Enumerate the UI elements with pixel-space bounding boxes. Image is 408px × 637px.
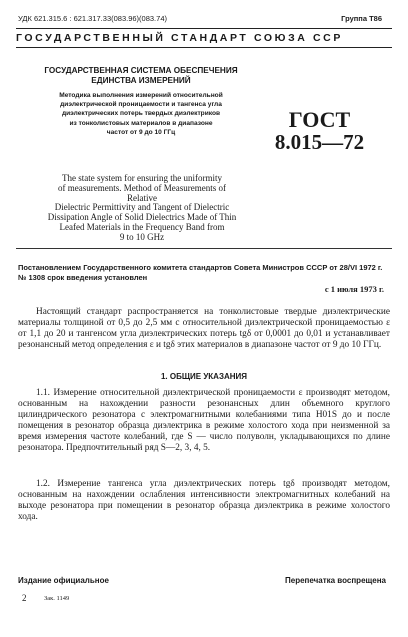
english-title-line: The state system for ensuring the uniformity (62, 173, 222, 183)
reprint-prohibited-label: Перепечатка воспрещена (285, 576, 386, 585)
section-heading: 1. ОБЩИЕ УКАЗАНИЯ (160, 372, 248, 381)
effective-date: с 1 июля 1973 г. (324, 284, 384, 294)
intro-paragraph: Настоящий стандарт распространяется на тонколистовые твердые диэлектрические материалы толщиной от 0,5 до 2,5 мм с относительной диэлектрической проницаемостью ε от 1,1 до 20 и тангенсом угла диэлектрических потерь tgδ от 0,0001 до 0,01 и устанавливает резонансный метод определения ε и tgδ этих материалов в диапазоне частот от 9 до 10 ГГц. (18, 307, 390, 350)
gost-number: 8.015—72 (274, 130, 365, 154)
method-title-line: диэлектрической проницаемости и тангенса угла (60, 101, 222, 109)
english-title-line: Leafed Materials in the Frequency Band from (59, 221, 225, 232)
clause-1-2: 1.2. Измерение тангенса угла диэлектрических потерь tgδ производят методом, основанным на нахождении ослабления интенсивности электромагнитных колебаний на выходе резонатора при помещении в резонатор образца диэлектрика в режиме холостого хода. (18, 479, 390, 522)
method-title (30, 91, 252, 137)
system-title-line2: ЕДИНСТВА ИЗМЕРЕНИЙ (91, 76, 191, 85)
udk-code: УДК 621.315.6 : 621.317.33(083.96)(083.74) (18, 14, 167, 23)
order-number: Зак. 1149 (44, 595, 70, 602)
method-title-line: Методика выполнения измерений относительной (59, 92, 223, 99)
group-code: Группа Т86 (341, 14, 382, 23)
decree-text: Постановлением Государственного комитета стандартов Совета Министров СССР от 28/VI 1972 г. № 1308 срок введения установлен (18, 263, 383, 282)
method-title-line: диэлектрических потерь твердых диэлектриков (61, 110, 221, 118)
banner-rule (16, 47, 392, 48)
english-title (42, 174, 242, 243)
state-standard-banner: ГОСУДАРСТВЕННЫЙ СТАНДАРТ СОЮЗА ССР (16, 32, 343, 44)
title-block (30, 66, 252, 137)
method-title-line: из тонколистовых материалов в диапазоне (69, 119, 213, 127)
top-rule (16, 28, 392, 29)
english-title-line: of measurements. Method of Measurements of Relative (58, 182, 226, 203)
method-title-line: частот от 9 до 10 ГГц (106, 128, 176, 136)
clause-1-1: 1.1. Измерение относительной диэлектрической проницаемости ε производят методом, основанным на нахождении разности резонансных длин объемного круглого цилиндрического резонатора с электромагнитными колебаниями типа H01S до и после помещения в резонатор образца диэлектрика в режиме холостого хода при неизменной за время измерения частоте колебаний, где S — число полуволн, укладывающихся по длине резонатора. Предпочтительный ряд S—2, 3, 4, 5. (18, 388, 390, 453)
page-number: 2 (22, 593, 27, 603)
english-title-line: Dielectric Permittivity and Tangent of Dielectric (54, 202, 230, 213)
gost-label: ГОСТ (288, 107, 351, 132)
gost-designation (272, 108, 367, 154)
system-title-line1: ГОСУДАРСТВЕННАЯ СИСТЕМА ОБЕСПЕЧЕНИЯ (44, 66, 238, 75)
english-title-line: 9 to 10 GHz (119, 231, 165, 242)
english-title-line: Dissipation Angle of Solid Dielectrics Made of Thin (47, 212, 237, 223)
official-edition-label: Издание официальное (18, 576, 109, 585)
decree-rule (16, 248, 392, 249)
